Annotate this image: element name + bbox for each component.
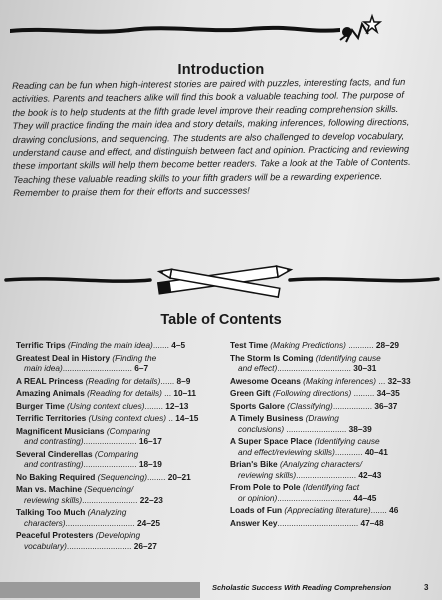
decorative-top-rule [10, 24, 340, 38]
toc-entry-line [230, 424, 430, 435]
toc-entry-title: Terrific Territories [16, 413, 87, 423]
toc-entry-leader: ........... [345, 340, 376, 350]
toc-entry-leader: ................................ [277, 363, 354, 373]
toc-entry [16, 388, 221, 399]
toc-entry-pages: 24–25 [136, 517, 161, 528]
toc-entry-leader: ........ [144, 400, 166, 411]
intro-line: the book is to help students at the fifth grade level improve their reading comprehension skills. [12, 103, 399, 118]
footer-book-title: Scholastic Success With Reading Comprehension [212, 583, 392, 592]
intro-line: these important skills will help them become better readers. Take a look at the Table of Contents. [12, 157, 411, 172]
toc-entry-title: Loads of Fun [230, 505, 283, 515]
toc-entry [230, 353, 430, 374]
toc-entry-line [16, 413, 221, 424]
toc-entry [230, 401, 430, 412]
toc-entry-description: characters) [24, 517, 66, 528]
toc-entry-pages: 32–33 [387, 375, 411, 386]
toc-entry-title: A REAL Princess [16, 375, 84, 386]
toc-entry-description: (Making Predictions) [267, 340, 346, 350]
toc-entry [230, 388, 430, 399]
toc-entry-pages: 42–43 [358, 469, 382, 480]
toc-entry-line [16, 530, 221, 541]
toc-entry-leader: ........................ [82, 494, 140, 505]
toc-entry-leader: ....................... [83, 436, 139, 446]
toc-entry-pages: 30–31 [353, 363, 377, 373]
toc-entry-title: Answer Key [230, 517, 278, 528]
toc-entry-pages: 18–19 [138, 459, 162, 469]
toc-entry-title: Man vs. Machine [16, 484, 82, 494]
toc-entry-pages: 44–45 [353, 492, 377, 503]
toc-entry-line [16, 541, 221, 552]
pencil-divider-icon [0, 264, 442, 298]
toc-entry-line [230, 388, 430, 399]
toc-entry-leader: ...... [160, 375, 177, 386]
toc-entry-pages: 14–15 [175, 413, 199, 423]
toc-left-column [16, 340, 221, 553]
toc-entry-title: Burger Time [16, 400, 65, 411]
intro-heading: Introduction [177, 62, 265, 78]
toc-entry-description: (Following directions) [270, 388, 352, 398]
toc-entry-leader: ........ [146, 471, 168, 482]
toc-heading: Table of Contents [160, 312, 282, 328]
toc-entry-title: Test Time [230, 340, 268, 350]
toc-entry [16, 530, 221, 551]
toc-entry-description: (Analyzing [85, 507, 127, 517]
toc-entry [230, 340, 430, 351]
toc-entry-line [16, 388, 221, 399]
toc-entry-line [16, 376, 221, 387]
toc-entry-pages: 47–48 [360, 517, 384, 528]
toc-entry [16, 472, 221, 483]
toc-entry-pages: 34–35 [376, 388, 400, 398]
toc-entry-pages: 22–23 [139, 494, 163, 505]
toc-entry-line [230, 518, 430, 529]
toc-entry-pages: 40–41 [364, 446, 388, 457]
toc-entry-leader: ............ [334, 446, 365, 457]
toc-entry-description: reviewing skills) [238, 469, 297, 480]
toc-entry [230, 505, 430, 516]
toc-entry-title: Several Cinderellas [16, 448, 93, 459]
toc-right-column [230, 340, 430, 530]
toc-entry-leader: ... [376, 375, 388, 386]
toc-entry-description: (Analyzing characters/ [277, 459, 363, 469]
toc-entry-description: (Using context clues) [64, 400, 145, 411]
toc-entry-line [16, 484, 221, 495]
toc-entry-line [230, 401, 430, 412]
toc-entry-line [16, 495, 221, 506]
toc-entry [16, 401, 221, 412]
intro-line: Teaching these valuable reading skills to your fifth graders will be a rewarding experience. [12, 170, 383, 185]
toc-entry-description: (Sequencing) [95, 471, 147, 482]
toc-entry-pages: 6–7 [134, 363, 149, 373]
intro-line: activities. Parents and teachers alike will find this book a valuable teaching tool. The purpose of [12, 90, 404, 105]
toc-entry [230, 436, 430, 457]
toc-entry-line [230, 413, 430, 424]
toc-entry-line [230, 482, 430, 493]
toc-entry-description: (Using context clues) [86, 413, 167, 423]
toc-entry-description: conclusions) [238, 423, 285, 434]
intro-line: drawing conclusions, and sequencing. The students are also challenged to develop vocabulary, [12, 130, 405, 145]
toc-entry-line [16, 340, 221, 351]
toc-entry [230, 482, 430, 503]
toc-entry [230, 459, 430, 480]
toc-entry-title: The Storm Is Coming [230, 352, 314, 363]
toc-entry [16, 413, 221, 424]
page-number: 3 [424, 583, 429, 592]
toc-entry [16, 353, 221, 374]
toc-entry-title: Green Gift [230, 388, 271, 398]
toc-entry-leader: .............................. [65, 517, 137, 528]
toc-entry-line [230, 353, 430, 364]
toc-entry-description: and contrasting) [24, 459, 84, 469]
toc-entry-description: (Reading for details) [84, 388, 162, 398]
toc-entry-description: reviewing skills) [24, 494, 83, 505]
toc-entry-leader: ................................... [277, 517, 361, 528]
toc-entry-pages: 26–27 [133, 540, 157, 551]
shooting-star-icon [338, 12, 384, 48]
toc-entry-description: and contrasting) [24, 436, 84, 446]
toc-entry-description: and effect) [238, 363, 278, 373]
toc-entry-title: A Super Space Place [230, 436, 313, 446]
toc-entry-description: (Finding the main idea) [65, 340, 153, 350]
toc-entry-title: Greatest Deal in History [16, 352, 111, 363]
toc-entry-leader: ....... [370, 505, 390, 515]
intro-line: understand cause and effect, and distinguish between fact and opinion. Practicing and reviewing [12, 143, 410, 159]
toc-entry-pages: 16–17 [138, 436, 162, 446]
toc-entry [16, 376, 221, 387]
toc-entry-description: (Drawing [303, 413, 339, 423]
toc-entry-line [230, 470, 430, 481]
toc-entry-leader: ......... [351, 388, 377, 398]
toc-entry-description: (Identifying cause [313, 352, 381, 363]
toc-entry-line [16, 436, 221, 447]
toc-entry-description: or opinion) [238, 492, 278, 503]
toc-entry-title: Magnificent Musicians [16, 425, 105, 436]
toc-entry-title: A Timely Business [230, 413, 304, 423]
toc-entry-line [230, 363, 430, 374]
toc-entry-line [16, 353, 221, 364]
intro-paragraph [12, 76, 438, 201]
toc-entry-pages: 4–5 [171, 340, 186, 350]
toc-entry-pages: 36–37 [374, 400, 398, 411]
intro-line: They will practice finding the main idea and story details, making inferences, following directions, [12, 117, 410, 132]
toc-entry-pages: 12–13 [165, 400, 189, 411]
toc-entry-description: main idea) [24, 363, 63, 373]
toc-entry-line [230, 340, 430, 351]
toc-entry-description: and effect/reviewing skills) [238, 446, 335, 457]
toc-entry-description: (Sequencing/ [81, 484, 134, 494]
toc-entry-leader: ............................ [66, 540, 134, 551]
toc-entry-description: (Appreciating literature) [282, 505, 371, 515]
toc-entry-line [16, 426, 221, 437]
toc-entry [230, 376, 430, 387]
toc-entry-line [230, 459, 430, 470]
intro-line: Reading can be fun when high-interest stories are paired with puzzles, interesting facts, and fun [12, 76, 406, 91]
toc-entry-pages: 8–9 [176, 375, 191, 386]
toc-entry [230, 413, 430, 434]
toc-entry-leader: ... [161, 388, 174, 398]
toc-entry-line [230, 447, 430, 458]
toc-entry-line [16, 363, 221, 374]
toc-entry-pages: 46 [389, 505, 399, 515]
toc-entry-leader: ....................... [83, 459, 139, 469]
toc-entry-title: No Baking Required [16, 471, 96, 482]
toc-entry-line [16, 459, 221, 470]
toc-entry-line [230, 505, 430, 516]
toc-entry-pages: 38–39 [348, 423, 372, 434]
toc-entry-line [16, 449, 221, 460]
toc-entry-pages: 10–11 [173, 388, 197, 398]
toc-entry-line [16, 518, 221, 529]
toc-entry-description: (Reading for details) [83, 375, 161, 386]
toc-entry-description: (Developing [93, 530, 141, 540]
toc-entry [16, 507, 221, 528]
toc-entry-leader: .............................. [62, 363, 135, 373]
toc-entry [16, 340, 221, 351]
toc-entry [230, 518, 430, 529]
toc-entry-description: (Finding the [110, 352, 157, 363]
toc-entry-line [230, 493, 430, 504]
toc-entry-description: (Comparing [104, 425, 151, 436]
toc-entry-leader: .. [166, 413, 176, 423]
toc-entry-title: Amazing Animals [16, 388, 85, 398]
toc-entry-leader: ................. [332, 400, 375, 411]
toc-entry-line [16, 472, 221, 483]
toc-entry-line [16, 401, 221, 412]
toc-entry [16, 426, 221, 447]
toc-entry-description: (Identifying fact [300, 482, 360, 492]
toc-entry [16, 484, 221, 505]
toc-entry-line [230, 376, 430, 387]
toc-entry [16, 449, 221, 470]
toc-entry-title: Terrific Trips [16, 340, 66, 350]
toc-entry-leader: ................................ [277, 492, 354, 503]
toc-entry-description: (Classifying) [284, 400, 333, 411]
toc-entry-line [16, 507, 221, 518]
toc-entry-description: (Comparing [92, 448, 139, 459]
toc-entry-description: vocabulary) [24, 540, 67, 551]
toc-entry-title: From Pole to Pole [230, 482, 301, 492]
toc-entry-leader: ....... [152, 340, 172, 350]
toc-entry-description: (Making inferences) [300, 375, 377, 386]
toc-entry-pages: 20–21 [167, 471, 191, 482]
toc-entry-leader: .......................... [284, 423, 349, 434]
toc-entry-title: Brian's Bike [230, 459, 278, 469]
intro-line: Remember to praise them for their efforts and successes! [13, 185, 250, 199]
toc-entry-title: Awesome Oceans [230, 375, 301, 386]
toc-entry-title: Talking Too Much [16, 507, 86, 517]
toc-entry-title: Peaceful Protesters [16, 530, 94, 540]
toc-entry-pages: 28–29 [375, 340, 399, 350]
toc-entry-line [230, 436, 430, 447]
toc-entry-title: Sports Galore [230, 400, 285, 411]
toc-entry-description: (Identifying cause [312, 436, 380, 446]
toc-entry-leader: .......................... [296, 469, 359, 480]
